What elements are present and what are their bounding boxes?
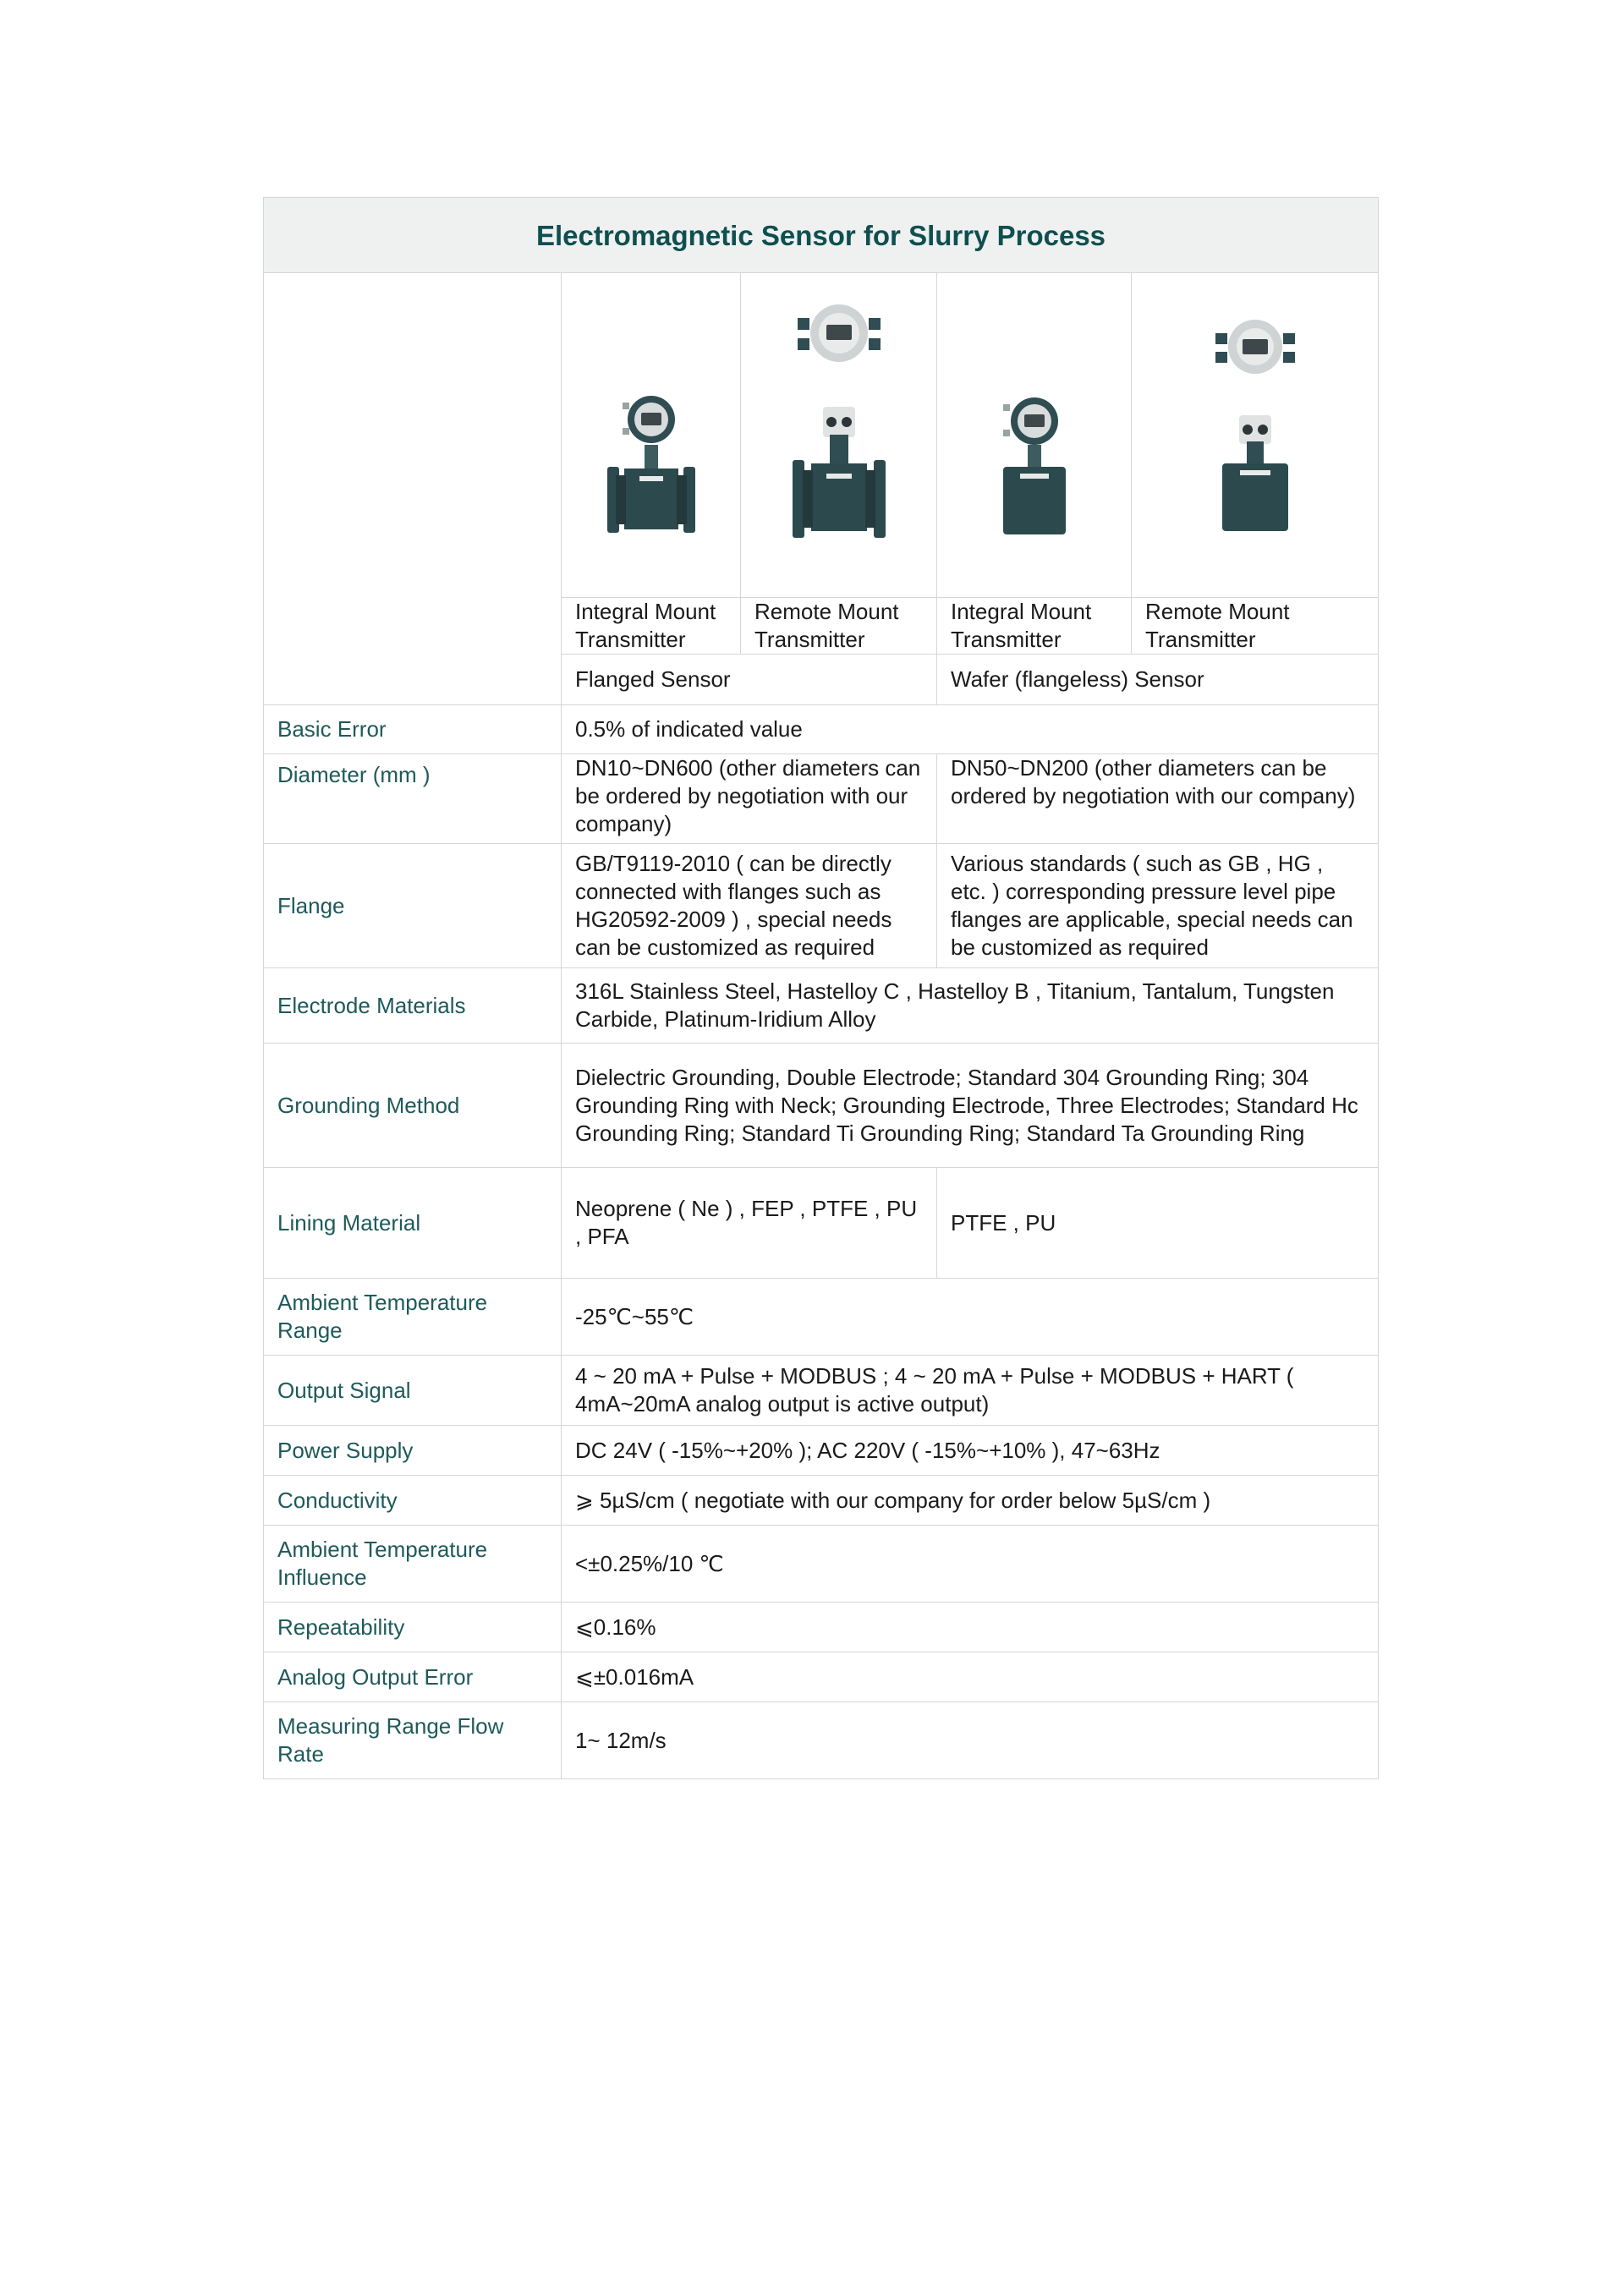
row-value: GB/T9119-2010 ( can be directly connected with flanges such as HG20592-2009 ) , special needs can be customized as required [562,844,937,968]
row-label: Diameter (mm ) [264,754,562,844]
product-label: Remote Mount Transmitter [741,598,937,655]
row-label: Output Signal [264,1356,562,1426]
row-value: ⩽0.16% [562,1603,1379,1652]
spec-sheet [263,197,1378,1779]
row-value: Dielectric Grounding, Double Electrode; Standard 304 Grounding Ring; 304 Grounding Ring with Neck; Grounding Electrode, Three Electrodes; Standard Hc Grounding Ring; Standard Ti Grounding Ring; Standard Ta Grounding Ring [562,1044,1379,1168]
flanged-integral-meter-image [562,273,741,598]
row-value: 316L Stainless Steel, Hastelloy C , Hastelloy B , Titanium, Tantalum, Tungsten Carbide, Platinum-Iridium Alloy [562,968,1379,1044]
row-value: DN10~DN600 (other diameters can be ordered by negotiation with our company) [562,754,937,844]
empty-corner-cell [264,273,562,705]
row-label: Power Supply [264,1426,562,1476]
row-value: <±0.25%/10 ℃ [562,1526,1379,1603]
row-label: Lining Material [264,1168,562,1279]
table-title: Electromagnetic Sensor for Slurry Process [264,198,1379,273]
row-value: Neoprene ( Ne ) , FEP , PTFE , PU , PFA [562,1168,937,1279]
product-label: Integral Mount Transmitter [562,598,741,655]
row-label: Conductivity [264,1476,562,1526]
wafer-integral-meter-image [937,273,1132,598]
row-value: 4 ~ 20 mA + Pulse + MODBUS ; 4 ~ 20 mA + Pulse + MODBUS + HART ( 4mA~20mA analog output is active output) [562,1356,1379,1426]
row-value: ⩽±0.016mA [562,1652,1379,1702]
row-label: Repeatability [264,1603,562,1652]
group-header-wafer: Wafer (flangeless) Sensor [937,655,1379,705]
row-value: DN50~DN200 (other diameters can be ordered by negotiation with our company) [937,754,1379,844]
row-label: Grounding Method [264,1044,562,1168]
product-label: Integral Mount Transmitter [937,598,1132,655]
row-label: Electrode Materials [264,968,562,1044]
row-label: Flange [264,844,562,968]
flanged-remote-meter-image [741,273,937,598]
row-value: ⩾ 5µS/cm ( negotiate with our company for order below 5µS/cm ) [562,1476,1379,1526]
row-value: DC 24V ( -15%~+20% ); AC 220V ( -15%~+10% ), 47~63Hz [562,1426,1379,1476]
row-value: 0.5% of indicated value [562,705,1379,754]
row-label: Ambient Temperature Influence [264,1526,562,1603]
row-label: Ambient Temperature Range [264,1279,562,1356]
row-value: -25℃~55℃ [562,1279,1379,1356]
row-label: Measuring Range Flow Rate [264,1702,562,1779]
row-value: Various standards ( such as GB , HG , etc. ) corresponding pressure level pipe flanges are applicable, special needs can be customized as required [937,844,1379,968]
group-header-flanged: Flanged Sensor [562,655,937,705]
product-label: Remote Mount Transmitter [1132,598,1379,655]
spec-table [263,197,1379,1779]
wafer-remote-meter-image [1132,273,1379,598]
row-value: PTFE , PU [937,1168,1379,1279]
row-label: Analog Output Error [264,1652,562,1702]
row-label: Basic Error [264,705,562,754]
row-value: 1~ 12m/s [562,1702,1379,1779]
